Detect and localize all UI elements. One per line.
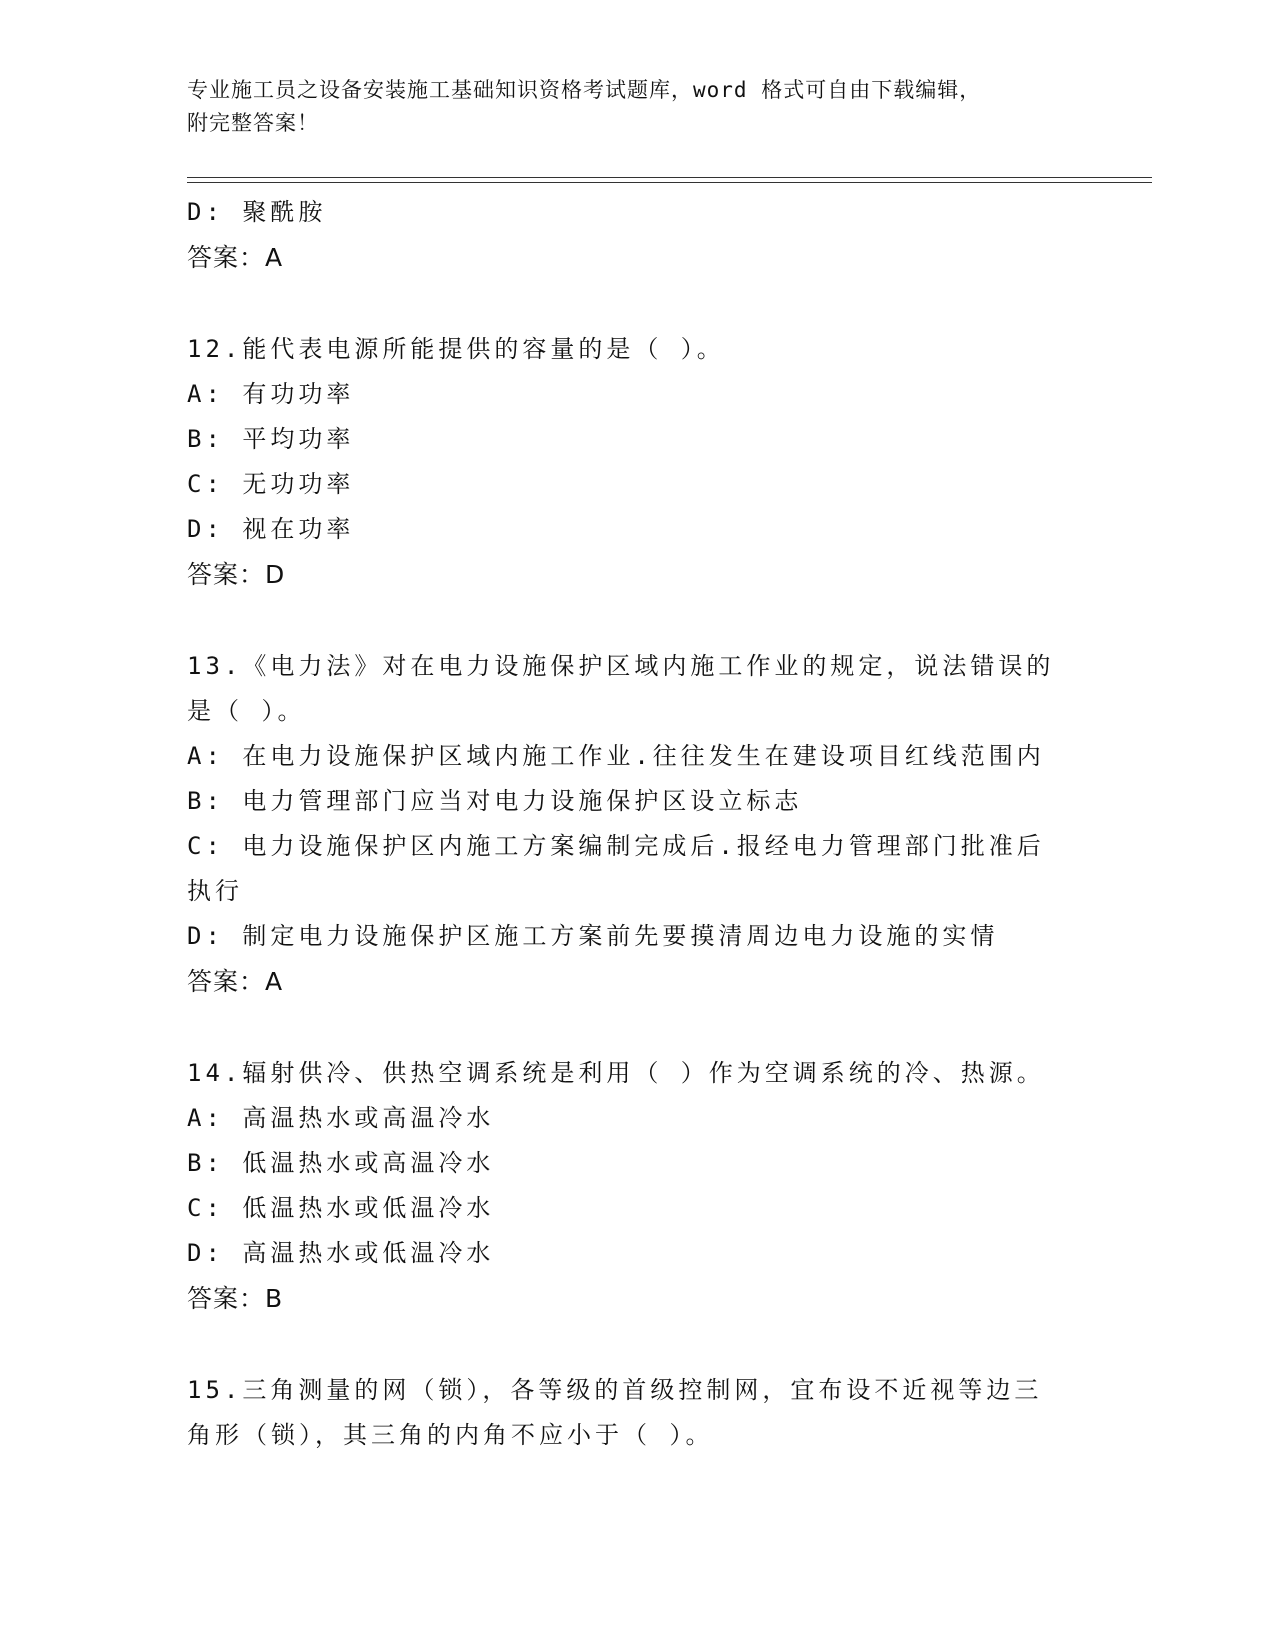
option-b: B: 电力管理部门应当对电力设施保护区设立标志	[187, 787, 803, 815]
header-line-1: 专业施工员之设备安装施工基础知识资格考试题库，word 格式可自由下载编辑，	[187, 78, 982, 102]
question-stem-line-2: 是（ ）。	[187, 697, 306, 725]
option-d: D: 视在功率	[187, 515, 355, 543]
option-d: D: 高温热水或低温冷水	[187, 1239, 495, 1267]
question-list	[187, 190, 1087, 1458]
option-d: D: 聚酰胺	[187, 198, 327, 226]
option-c-line-2: 执行	[187, 877, 243, 905]
question-12	[187, 327, 1087, 597]
question-15	[187, 1368, 1087, 1458]
option-b: B: 平均功率	[187, 425, 355, 453]
question-stem-line-2: 角形（锁），其三角的内角不应小于（ ）。	[187, 1421, 714, 1449]
answer-line: 答案：B	[187, 1284, 284, 1313]
document-header	[187, 74, 1087, 140]
option-c: C: 低温热水或低温冷水	[187, 1194, 495, 1222]
question-13	[187, 644, 1087, 1004]
option-d: D: 制定电力设施保护区施工方案前先要摸清周边电力设施的实情	[187, 922, 999, 950]
question-stem: 12.能代表电源所能提供的容量的是（ ）。	[187, 335, 725, 363]
option-b: B: 低温热水或高温冷水	[187, 1149, 495, 1177]
header-line-2: 附完整答案！	[187, 111, 319, 135]
option-a: A: 有功功率	[187, 380, 355, 408]
answer-line: 答案：A	[187, 967, 284, 996]
question-stem-line-1: 15.三角测量的网（锁），各等级的首级控制网，宜布设不近视等边三	[187, 1376, 1043, 1404]
header-divider-bottom	[187, 182, 1152, 183]
question-stem-line-1: 13.《电力法》对在电力设施保护区域内施工作业的规定，说法错误的	[187, 652, 1055, 680]
option-c: C: 无功功率	[187, 470, 355, 498]
question-stem: 14.辐射供冷、供热空调系统是利用（ ）作为空调系统的冷、热源。	[187, 1059, 1045, 1087]
question-14	[187, 1051, 1087, 1321]
option-a: A: 在电力设施保护区域内施工作业.往往发生在建设项目红线范围内	[187, 742, 1045, 770]
answer-line: 答案：A	[187, 243, 284, 272]
option-c-line-1: C: 电力设施保护区内施工方案编制完成后.报经电力管理部门批准后	[187, 832, 1045, 860]
answer-line: 答案：D	[187, 560, 286, 589]
previous-question-tail	[187, 190, 1087, 280]
option-a: A: 高温热水或高温冷水	[187, 1104, 495, 1132]
header-divider-top	[187, 177, 1152, 178]
